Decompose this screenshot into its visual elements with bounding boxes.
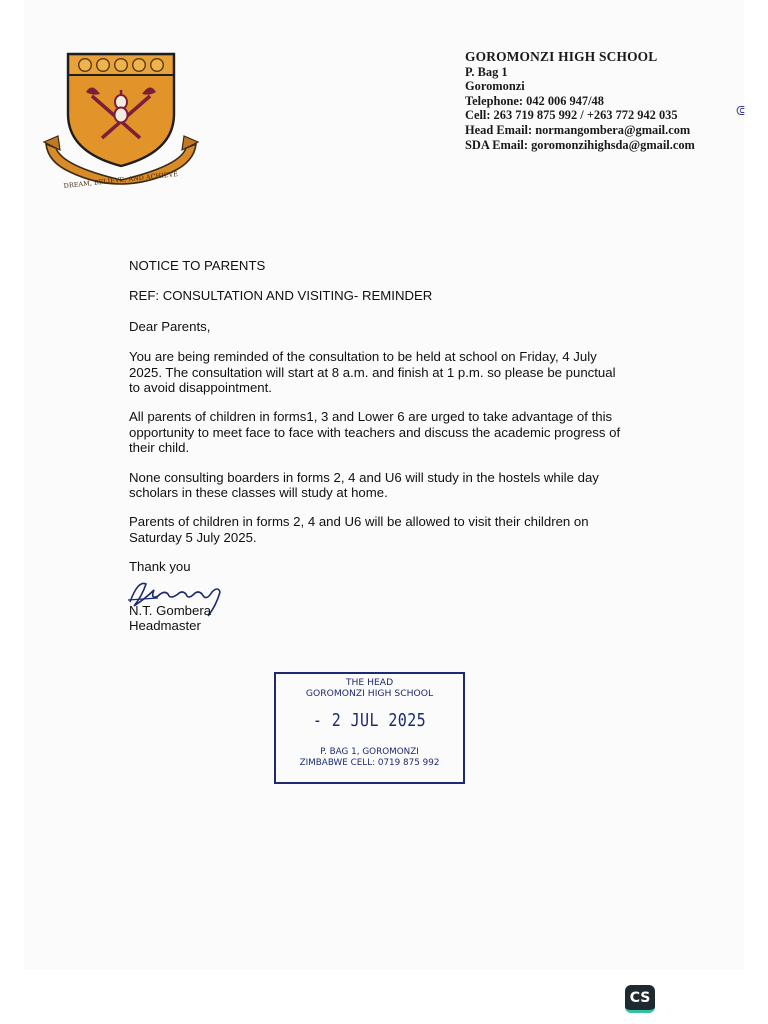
address-line: P. Bag 1 xyxy=(465,64,508,79)
notice-heading: NOTICE TO PARENTS xyxy=(129,258,266,273)
letter-body xyxy=(129,258,649,575)
stamp-date: - 2 JUL 2025 xyxy=(312,709,427,731)
signoff-block xyxy=(129,603,211,634)
school-name: GOROMONZI HIGH SCHOOL xyxy=(465,49,658,64)
camscanner-icon: CS xyxy=(625,985,655,1013)
school-crest-logo xyxy=(40,46,202,196)
telephone: Telephone: 042 006 947/48 xyxy=(465,93,604,108)
sda-email: SDA Email: goromonzihighsda@gmail.com xyxy=(465,137,695,152)
cell-numbers: Cell: 263 719 875 992 / +263 772 942 035 xyxy=(465,108,678,123)
stamp-line: P. BAG 1, GOROMONZI xyxy=(320,747,419,757)
reference-line: REF: CONSULTATION AND VISITING- REMINDER xyxy=(129,288,433,304)
paragraph: Parents of children in forms 2, 4 and U6 will be allowed to visit their children on Saturday 5 July 2025. xyxy=(129,514,589,545)
signatory-name: N.T. Gombera xyxy=(129,603,212,618)
stamp-line: THE HEAD xyxy=(345,677,394,688)
paragraph: None consulting boarders in forms 2, 4 and U6 will study in the hostels while day scholars in these classes will study at home. xyxy=(129,469,599,501)
address-line: Goromonzi xyxy=(465,79,525,94)
paragraph: You are being reminded of the consultation to be held at school on Friday, 4 July 2025. The consultation will start at 8 a.m. and finish at 1 p.m. so please be punctual to avoid disappointment. xyxy=(129,349,616,396)
closing: Thank you xyxy=(129,559,191,575)
head-email: Head Email: normangombera@gmail.com xyxy=(465,122,691,137)
salutation: Dear Parents, xyxy=(129,318,211,334)
stamp-line: GOROMONZI HIGH SCHOOL xyxy=(305,688,434,699)
svg-text:DREAM, BELIEVE, AND ACHIEVE: DREAM, BELIEVE, AND ACHIEVE xyxy=(63,170,179,190)
official-date-stamp xyxy=(274,672,465,784)
scan-artifact-icon: ᕳ xyxy=(736,104,745,118)
letterhead xyxy=(465,50,755,152)
paragraph: All parents of children in forms1, 3 and Lower 6 are urged to take advantage of this opportunity to meet face to face with teachers and discuss the academic progress of their child. xyxy=(129,409,621,456)
signatory-title: Headmaster xyxy=(129,618,201,634)
stamp-line: ZIMBABWE CELL: 0719 875 992 xyxy=(299,758,440,768)
